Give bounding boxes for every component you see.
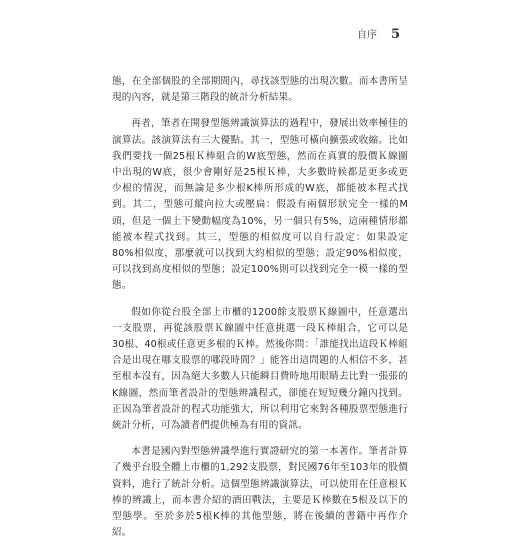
paragraph-4: 本書是國內對型態辨識學進行實證研究的第一本著作。筆者計算了幾乎台股全體上市櫃的1,292支股票，對民國76年至103年的股價資料，進行了統計分析。這個型態辨識演算法，可以使用在任意根Ｋ棒的辨識上，而本書介紹的酒田戰法，主要是Ｋ棒數在5根及以下的型態學。至於多於5根K棒的其他型態，將在後續的書籍中再作介紹。: [112, 446, 408, 539]
paragraph-3: 假如你從台股全部上市櫃的1200餘支股票Ｋ線圖中，任意選出一支股票，再從該股票Ｋ線圖中任意挑選一段Ｋ棒組合，它可以是30根、40根或任意更多根的Ｋ棒。然後你問：「誰能找出這段Ｋ棒組合是出現在哪支股票的哪段時間？」能答出這問題的人相信不多，甚至根本沒有，因為絕大多數人只能瞬目費時地用眼睛去比對一張張的K線圖，然而筆者設計的型態辨識程式，卻能在短短幾分鐘內找到。正因為筆者設計的程式功能強大，所以利用它來對各種股票型態進行統計分析，可為讀者們提供極為有用的資訊。: [112, 306, 408, 432]
section-title: 自序: [356, 30, 377, 41]
page-number: 5: [390, 27, 400, 42]
page-header: [357, 26, 400, 42]
paragraph-1: 態，在全部個股的全部期間內，尋找該型態的出現次數。而本書所呈現的內容，就是第三階段的統計分析結果。: [112, 76, 408, 104]
body-text: [112, 74, 408, 551]
paragraph-2: 再者，筆者在開發型態辨識演算法的過程中，發展出效率極佳的演算法。該演算法有三大優點。其一，型態可橫向擴張或收縮。比如我們要找一個25根Ｋ棒組合的W底型態，然而在真實的股價Ｋ線圖中出現的W底，很少會剛好是25根Ｋ棒，大多數時候都是更多或更少根的情況，而無論是多少根K棒所形成的W底，都能被本程式找到。其二，型態可縱向拉大或壓扁：假設有兩個形狀完全一樣的M頭，但是一個上下變動幅度為10%，另一個只有5%，這兩種情形都能被本程式找到。其三，型態的相似度可以自行設定：如果設定80%相似度，那麼就可以找到大約相似的型態；設定90%相似度，可以找到高度相似的型態；設定100%則可以找到完全一模一樣的型態。: [112, 118, 408, 292]
